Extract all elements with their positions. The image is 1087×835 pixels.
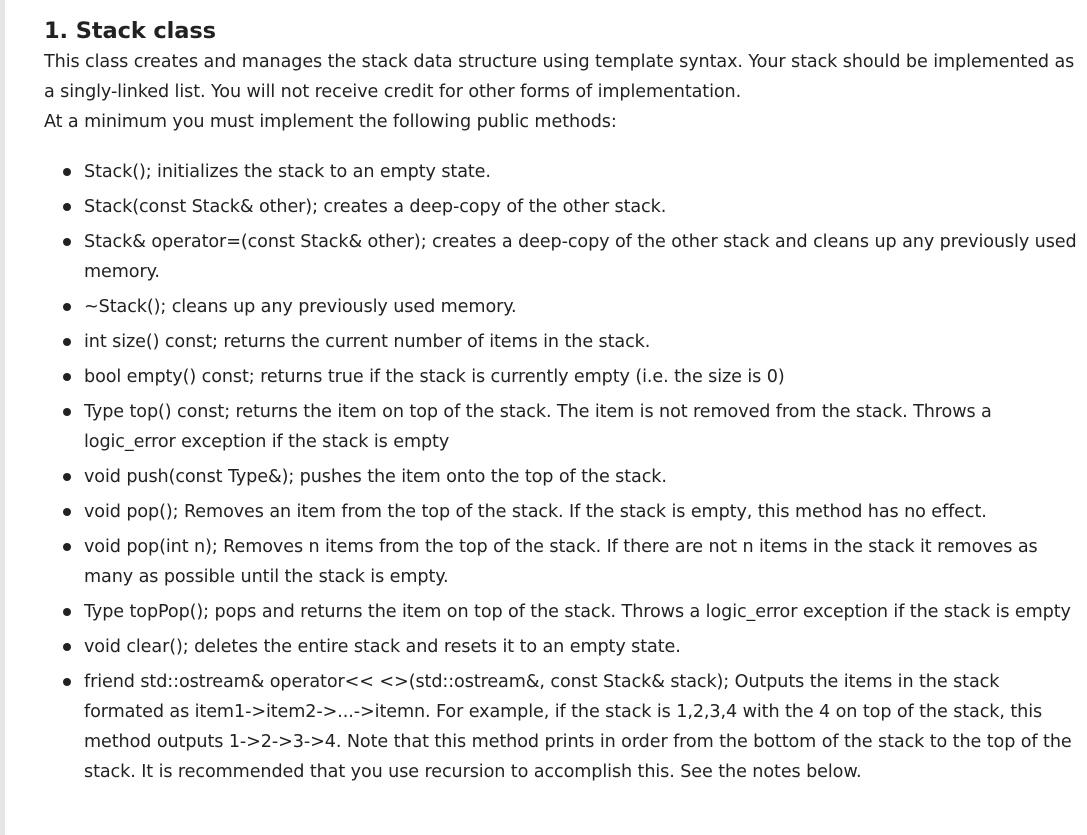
method-item-destructor (44, 292, 1080, 322)
method-item-stream-operator (44, 667, 1080, 787)
assignment-section (44, 15, 1080, 792)
section-title: 1. Stack class (44, 18, 216, 44)
method-text: void pop(int n); Removes n items from the top of the stack. If there are not n items in the stack it removes as many as possible until the stack is empty. (84, 537, 1038, 587)
bullet-icon (63, 643, 71, 651)
method-text: Type top() const; returns the item on top of the stack. The item is not removed from the stack. Throws a logic_error exception if the stack is empty (84, 402, 992, 452)
method-item-top (44, 397, 1080, 457)
method-item-top-pop (44, 597, 1080, 627)
method-item-push (44, 462, 1080, 492)
method-item-copy-constructor (44, 192, 1080, 222)
method-item-pop (44, 497, 1080, 527)
bullet-icon (63, 608, 71, 616)
method-text: Type topPop(); pops and returns the item on top of the stack. Throws a logic_error exception if the stack is empty (84, 602, 1071, 622)
bullet-icon (63, 238, 71, 246)
bullet-icon (63, 408, 71, 416)
method-text: ~Stack(); cleans up any previously used memory. (84, 297, 517, 317)
method-item-size (44, 327, 1080, 357)
bullet-icon (63, 473, 71, 481)
method-list (44, 157, 1080, 787)
method-text: int size() const; returns the current number of items in the stack. (84, 332, 651, 352)
bullet-icon (63, 338, 71, 346)
method-item-pop-n (44, 532, 1080, 592)
bullet-icon (63, 303, 71, 311)
method-text: void clear(); deletes the entire stack and resets it to an empty state. (84, 637, 681, 657)
method-item-assignment-operator (44, 227, 1080, 287)
lead-paragraph: At a minimum you must implement the following public methods: (44, 112, 617, 132)
method-text: friend std::ostream& operator<< <>(std::ostream&, const Stack& stack); Outputs the items in the stack formated as item1->item2->...->itemn. For example, if the stack is 1,2,3,4 with the 4 on top of the stack, this method outputs 1->2->3->4. Note that this method prints in order from the bottom of the stack to the top of the stack. It is recommended that you use recursion to accomplish this. See the notes below. (84, 672, 1072, 782)
bullet-icon (63, 678, 71, 686)
bullet-icon (63, 168, 71, 176)
method-item-empty (44, 362, 1080, 392)
method-item-constructor (44, 157, 1080, 187)
method-text: void pop(); Removes an item from the top of the stack. If the stack is empty, this method has no effect. (84, 502, 987, 522)
bullet-icon (63, 543, 71, 551)
left-border (0, 0, 5, 835)
intro-paragraph: This class creates and manages the stack data structure using template syntax. Your stack should be implemented as a singly-linked list. You will not receive credit for other forms of implementation. (44, 52, 1075, 102)
method-text: Stack(); initializes the stack to an empty state. (84, 162, 491, 182)
method-text: bool empty() const; returns true if the stack is currently empty (i.e. the size is 0) (84, 367, 785, 387)
method-text: void push(const Type&); pushes the item onto the top of the stack. (84, 467, 667, 487)
bullet-icon (63, 508, 71, 516)
method-text: Stack& operator=(const Stack& other); creates a deep-copy of the other stack and cleans up any previously used memory. (84, 232, 1077, 282)
method-item-clear (44, 632, 1080, 662)
method-text: Stack(const Stack& other); creates a deep-copy of the other stack. (84, 197, 667, 217)
bullet-icon (63, 203, 71, 211)
bullet-icon (63, 373, 71, 381)
